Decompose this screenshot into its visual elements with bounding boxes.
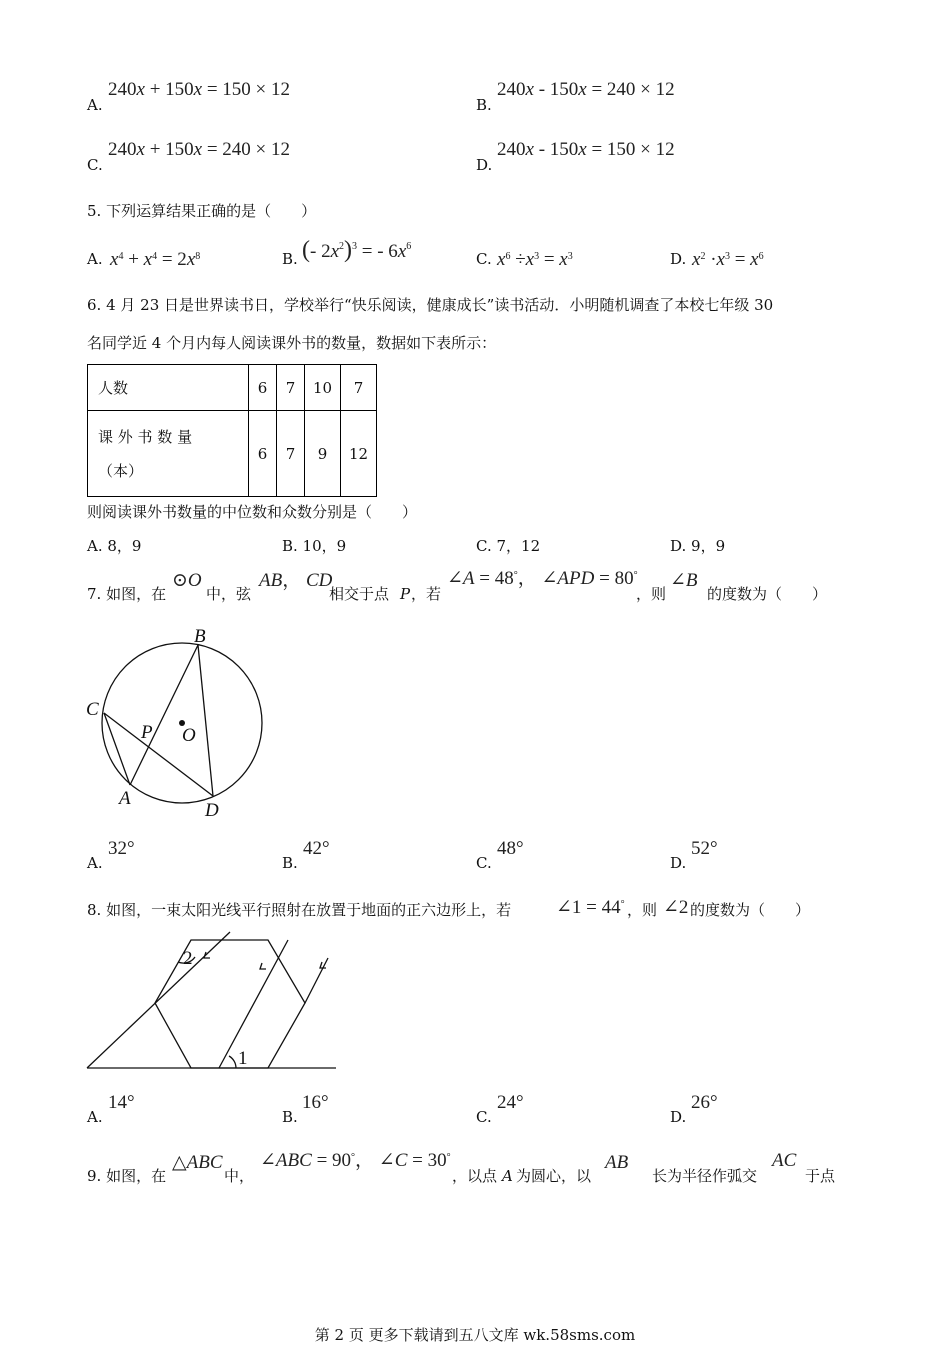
chord-bd: [198, 645, 213, 796]
table-row: [88, 365, 377, 411]
q9-segment-ab: AB: [605, 1152, 629, 1173]
q6-option-a: A. 8，9: [87, 537, 142, 555]
table-cell: 6: [249, 365, 277, 411]
q7-stem-part4: ，若: [411, 585, 442, 603]
q9-segment-ac: AC: [772, 1150, 797, 1171]
q4-option-c-label: C.: [87, 156, 103, 174]
q7-circle-figure: [0, 620, 950, 860]
q5-option-d-label: D.: [670, 250, 687, 268]
q4-option-b-expr: 240x - 150x = 240 × 12: [497, 79, 675, 100]
q4-option-a-label: A.: [87, 96, 103, 114]
table-cell: 10: [305, 365, 341, 411]
row-header-people: 人数: [88, 365, 249, 411]
q8-option-b-label: B.: [282, 1108, 298, 1126]
q7-stem-part1: 7. 如图，在: [87, 585, 167, 603]
q7-stem-part5: ，则: [636, 585, 667, 603]
chord-ab: [130, 645, 198, 785]
q7-chords: AB， CD: [259, 570, 333, 591]
q7-angle-b: ∠B: [670, 570, 698, 591]
q7-stem-part2: 中，弦: [206, 585, 252, 603]
q6-data-table: [87, 364, 377, 497]
q6-option-c: C. 7，12: [476, 537, 541, 555]
figure-label-b: B: [194, 626, 206, 647]
q9-stem-part1: 9. 如图，在: [87, 1167, 167, 1185]
arrow-icon: [204, 952, 210, 958]
q7-condition: ∠A = 48°， ∠APD = 80°: [447, 568, 638, 589]
q7-option-c-label: C.: [476, 854, 492, 872]
figure-label-c: C: [86, 699, 99, 720]
angle-1-arc: [229, 1056, 236, 1068]
q9-stem-part5: 长为半径作弧交: [652, 1167, 758, 1185]
q5-option-c-expr: $x^6 \div x^3 = x^3$: [497, 249, 573, 270]
table-cell: 9: [305, 411, 341, 497]
q9-stem-part3: ，以点: [452, 1167, 498, 1185]
figure-label-angle-2: 2: [183, 948, 193, 969]
q7-option-d-value: 52°: [691, 838, 718, 859]
table-cell: 12: [341, 411, 377, 497]
q4-option-a-expr: 240x + 150x = 150 × 12: [108, 79, 291, 100]
chord-ca: [104, 713, 130, 785]
figure-label-angle-1: 1: [238, 1048, 248, 1069]
q9-point-a: A: [502, 1167, 513, 1185]
q4-option-d-label: D.: [476, 156, 493, 174]
row-header-books-line1: 课 外 书 数 量: [98, 427, 193, 446]
q9-stem-part2: 中，: [224, 1167, 255, 1185]
q7-option-a-value: 32°: [108, 838, 135, 859]
figure-label-o: O: [182, 725, 196, 746]
table-row: [88, 411, 377, 497]
row-header-books-line2: （本）: [98, 461, 144, 480]
q7-option-d-label: D.: [670, 854, 687, 872]
q4-option-d-expr: 240x - 150x = 150 × 12: [497, 139, 675, 160]
arrow-icon: [260, 963, 266, 969]
q9-triangle: △ABC: [172, 1152, 223, 1173]
q8-hexagon-figure: [0, 925, 950, 1085]
q5-option-a-label: A.: [87, 250, 103, 268]
q9-stem-part4: 为圆心，以: [516, 1167, 592, 1185]
q5-option-b-label: B.: [282, 250, 298, 268]
q6-stem-line1: 6. 4 月 23 日是世界读书日，学校举行“快乐阅读，健康成长”读书活动．小明随机调查了本校七年级 30: [87, 296, 774, 314]
q6-question: 则阅读课外书数量的中位数和众数分别是（ ）: [87, 503, 418, 521]
q8-option-c-value: 24°: [497, 1092, 524, 1113]
q7-stem-part3: 相交于点: [329, 585, 390, 603]
page-footer: 第 2 页 更多下载请到五八文库 wk.58sms.com: [314, 1326, 636, 1344]
figure-label-a: A: [119, 788, 131, 809]
figure-label-p: P: [141, 722, 153, 743]
q8-option-a-value: 14°: [108, 1092, 135, 1113]
q5-option-a-expr: $x^4 + x^4 = 2x^8$: [110, 249, 201, 270]
q8-stem-c: 的度数为（ ）: [690, 901, 811, 919]
q8-stem-b: ，则: [627, 901, 658, 919]
q5-stem: 5. 下列运算结果正确的是（ ）: [87, 202, 317, 220]
q8-angle-2: ∠2: [663, 897, 689, 918]
q8-option-b-value: 16°: [302, 1092, 329, 1113]
q9-stem-part6: 于点: [805, 1167, 836, 1185]
q8-option-d-label: D.: [670, 1108, 687, 1126]
q8-stem-a: 8. 如图，一束太阳光线平行照射在放置于地面的正六边形上，若: [87, 901, 512, 919]
q5-option-c-label: C.: [476, 250, 492, 268]
q7-option-c-value: 48°: [497, 838, 524, 859]
q5-option-d-expr: $x^2 \cdot x^3 = x^6$: [692, 249, 764, 270]
q7-option-b-value: 42°: [303, 838, 330, 859]
q7-option-b-label: B.: [282, 854, 298, 872]
q9-condition: ∠ABC = 90°， ∠C = 30°: [260, 1150, 451, 1171]
q4-option-c-expr: 240x + 150x = 240 × 12: [108, 139, 291, 160]
table-cell: 7: [277, 411, 305, 497]
q7-circle-o: ⊙O: [172, 570, 202, 591]
q5-option-b-expr: (- $2x^2)^3$ = - $6x^6$: [302, 237, 412, 263]
table-cell: 6: [249, 411, 277, 497]
row-header-books: [88, 411, 249, 497]
light-ray-1: [87, 932, 230, 1068]
q8-option-c-label: C.: [476, 1108, 492, 1126]
q8-option-d-value: 26°: [691, 1092, 718, 1113]
q7-option-a-label: A.: [87, 854, 103, 872]
q4-option-b-label: B.: [476, 96, 492, 114]
light-ray-2: [219, 940, 288, 1068]
q6-stem-line2: 名同学近 4 个月内每人阅读课外书的数量，数据如下表所示：: [87, 334, 497, 352]
q7-point-p: P: [400, 585, 411, 603]
light-ray-3: [305, 958, 328, 1003]
q7-stem-part6: 的度数为（ ）: [707, 585, 828, 603]
q8-condition: ∠1 = 44°: [556, 897, 625, 918]
table-cell: 7: [341, 365, 377, 411]
q6-option-b: B. 10，9: [282, 537, 347, 555]
q6-option-d: D. 9，9: [670, 537, 726, 555]
q8-option-a-label: A.: [87, 1108, 103, 1126]
figure-label-d: D: [205, 800, 219, 821]
table-cell: 7: [277, 365, 305, 411]
